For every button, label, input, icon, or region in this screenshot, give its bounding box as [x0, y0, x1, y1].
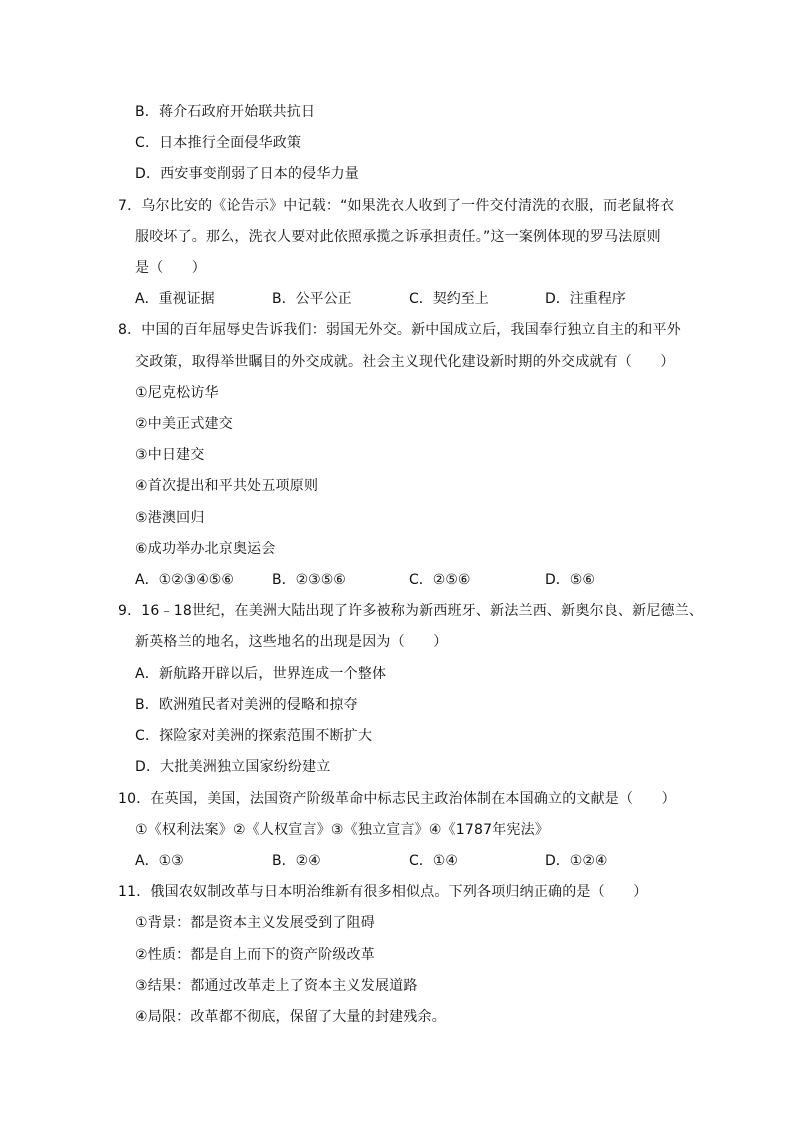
- q8-option-a: A．①②③④⑤⑥: [135, 572, 234, 588]
- q10-option-d: D．①②④: [545, 853, 608, 869]
- q9-stem-line-2: 新英格兰的地名，这些地名的出现是因为（ ）: [135, 634, 448, 650]
- q8-item-4: ④首次提出和平共处五项原则: [135, 478, 319, 494]
- q7-option-b: B．公平公正: [272, 291, 352, 307]
- q9-option-d: D．大批美洲独立国家纷纷建立: [135, 759, 331, 775]
- q8-item-3: ③中日建交: [135, 447, 205, 463]
- q8-option-d: D．⑤⑥: [545, 572, 595, 588]
- q7-stem-line-1: 7．乌尔比安的《论告示》中记载：“如果洗衣人收到了一件交付清洗的衣服，而老鼠将衣: [118, 198, 675, 214]
- q11-item-3: ③结果：都通过改革走上了资本主义发展道路: [135, 978, 418, 994]
- q11-item-1: ①背景：都是资本主义发展受到了阻碍: [135, 915, 375, 931]
- q8-item-6: ⑥成功举办北京奥运会: [135, 541, 276, 557]
- q9-stem-line-1: 9．16﹣18世纪，在美洲大陆出现了许多被称为新西班牙、新法兰西、新奥尔良、新尼德兰、: [118, 603, 704, 619]
- q6-option-b: B．蒋介石政府开始联共抗日: [135, 104, 316, 120]
- q10-stem-line-2: ①《权利法案》②《人权宣言》③《独立宣言》④《1787年宪法》: [135, 822, 550, 838]
- q8-stem-line-1: 8．中国的百年屈辱史告诉我们：弱国无外交。新中国成立后，我国奉行独立自主的和平外: [118, 322, 681, 338]
- q8-stem-line-2: 交政策，取得举世瞩目的外交成就。社会主义现代化建设新时期的外交成就有（ ）: [135, 354, 675, 370]
- q6-option-c: C．日本推行全面侵华政策: [135, 135, 302, 151]
- q10-option-a: A．①③: [135, 853, 184, 869]
- q8-item-5: ⑤港澳回归: [135, 510, 205, 526]
- q9-option-c: C．探险家对美洲的探索范围不断扩大: [135, 728, 373, 744]
- q7-option-d: D．注重程序: [545, 291, 626, 307]
- q8-option-c: C．②⑤⑥: [409, 572, 471, 588]
- q11-item-2: ②性质：都是自上而下的资产阶级改革: [135, 947, 375, 963]
- q7-stem-line-2: 服咬坏了。那么，洗衣人要对此依照承揽之诉承担责任。”这一案例体现的罗马法原则: [135, 229, 661, 245]
- q8-item-1: ①尼克松访华: [135, 385, 219, 401]
- q7-stem-line-3: 是（ ）: [135, 260, 206, 276]
- q10-option-c: C．①④: [409, 853, 458, 869]
- q9-option-b: B．欧洲殖民者对美洲的侵略和掠夺: [135, 697, 358, 713]
- q6-option-d: D．西安事变削弱了日本的侵华力量: [135, 166, 359, 182]
- q11-stem-line-1: 11．俄国农奴制改革与日本明治维新有很多相似点。下列各项归纳正确的是（ ）: [118, 884, 648, 900]
- q8-option-b: B．②③⑤⑥: [272, 572, 346, 588]
- q7-option-a: A．重视证据: [135, 291, 215, 307]
- q9-option-a: A．新航路开辟以后，世界连成一个整体: [135, 666, 387, 682]
- q8-item-2: ②中美正式建交: [135, 416, 233, 432]
- q11-item-4: ④局限：改革都不彻底，保留了大量的封建残余。: [135, 1009, 446, 1025]
- q10-stem-line-1: 10．在英国，美国，法国资产阶级革命中标志民主政治体制在本国确立的文献是（ ）: [118, 791, 676, 807]
- q10-option-b: B．②④: [272, 853, 321, 869]
- q7-option-c: C．契约至上: [409, 291, 489, 307]
